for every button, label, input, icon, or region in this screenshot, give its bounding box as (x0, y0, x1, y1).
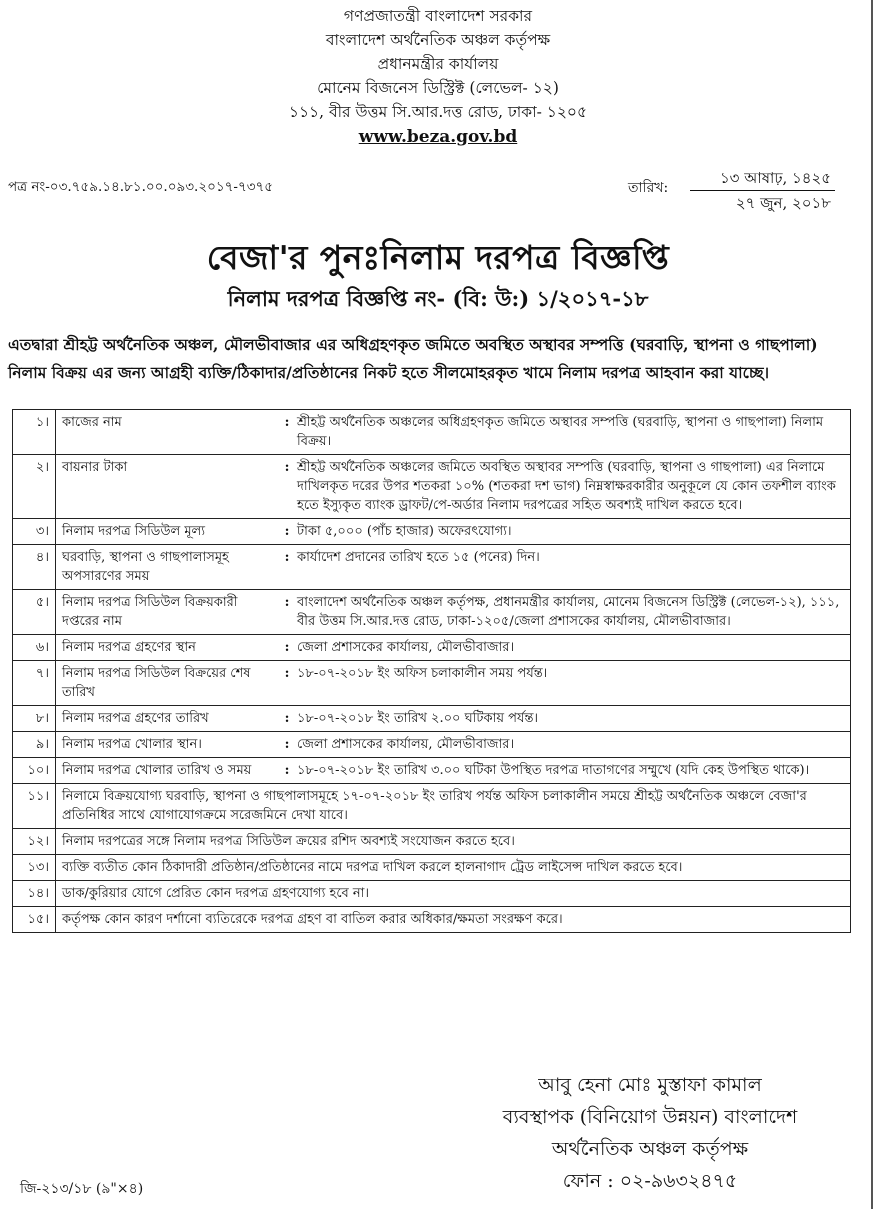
row-label: নিলাম দরপত্র গ্রহণের তারিখ (56, 706, 284, 732)
row-colon: : (283, 519, 291, 545)
table-row (13, 732, 851, 758)
table-row (13, 590, 851, 635)
table-row (13, 455, 851, 519)
note-serial: ১৫। (13, 907, 56, 933)
note-row (13, 881, 851, 907)
table-row (13, 706, 851, 732)
tender-details-table (12, 409, 851, 933)
row-colon: : (283, 732, 291, 758)
row-serial: ৮। (13, 706, 56, 732)
row-value: শ্রীহট্ট অর্থনৈতিক অঞ্চলের অধিগ্রহণকৃত জমিতে অস্থাবর সম্পত্তি (ঘরবাড়ি, স্থাপনা ও গাছপালা) নিলাম বিক্রয়। (291, 410, 851, 455)
row-serial: ১। (13, 410, 56, 455)
row-serial: ৫। (13, 590, 56, 635)
row-serial: ৯। (13, 732, 56, 758)
row-colon: : (283, 706, 291, 732)
row-label: নিলাম দরপত্র গ্রহণের স্থান (56, 635, 284, 661)
table-row (13, 410, 851, 455)
row-colon: : (283, 545, 291, 590)
note-text: কর্তৃপক্ষ কোন কারণ দর্শানো ব্যতিরেকে দরপত্র গ্রহণ বা বাতিল করার অধিকার/ক্ষমতা সংরক্ষণ করে। (56, 907, 851, 933)
table-row (13, 635, 851, 661)
note-serial: ১৩। (13, 855, 56, 881)
header-website-link[interactable]: www.beza.gov.bd (358, 127, 518, 147)
note-row (13, 855, 851, 881)
row-value: টাকা ৫,০০০ (পাঁচ হাজার) অফেরৎযোগ্য। (291, 519, 851, 545)
page-edge-divider (871, 0, 873, 1209)
date-bangla: ১৩ আষাঢ়, ১৪২৫ (690, 166, 835, 191)
note-serial: ১১। (13, 784, 56, 829)
row-colon: : (283, 635, 291, 661)
row-serial: ৩। (13, 519, 56, 545)
header-authority-line: বাংলাদেশ অর্থনৈতিক অঞ্চল কর্তৃপক্ষ (325, 31, 551, 49)
row-label: নিলাম দরপত্র সিডিউল মূল্য (56, 519, 284, 545)
row-colon: : (283, 455, 291, 519)
row-value: কার্যাদেশ প্রদানের তারিখ হতে ১৫ (পনের) দিন। (291, 545, 851, 590)
note-text: নিলামে বিক্রয়যোগ্য ঘরবাড়ি, স্থাপনা ও গাছপালাসমূহে ১৭-০৭-২০১৮ ইং তারিখ পর্যন্ত অফিস চলাকালীন সময়ে শ্রীহট্ট অর্থনৈতিক অঞ্চলে বেজা'র প্রতিনিধির সাথে যোগাযোগক্রমে সরেজমিনে দেখা যাবে। (56, 784, 851, 829)
signature-block (470, 1069, 830, 1197)
row-value: জেলা প্রশাসকের কার্যালয়, মৌলভীবাজার। (291, 732, 851, 758)
row-value: জেলা প্রশাসকের কার্যালয়, মৌলভীবাজার। (291, 635, 851, 661)
row-label: নিলাম দরপত্র খোলার স্থান। (56, 732, 284, 758)
note-row (13, 784, 851, 829)
note-row (13, 907, 851, 933)
table-row (13, 661, 851, 706)
ad-code: জি-২১৩/১৮ (৯"×৪) (20, 1181, 144, 1197)
header-office-line: প্রধানমন্ত্রীর কার্যালয় (377, 55, 499, 73)
table-row (13, 519, 851, 545)
row-value: ১৮-০৭-২০১৮ ইং তারিখ ২.০০ ঘটিকায় পর্যন্ত। (291, 706, 851, 732)
date-block (690, 166, 835, 215)
signatory-name: আবু হেনা মোঃ মুস্তাফা কামাল (538, 1074, 762, 1096)
row-label: নিলাম দরপত্র খোলার তারিখ ও সময় (56, 758, 284, 784)
note-text: ডাক/কুরিয়ার যোগে প্রেরিত কোন দরপত্র গ্রহণযোগ্য হবে না। (56, 881, 851, 907)
note-text: নিলাম দরপত্রের সঙ্গে নিলাম দরপত্র সিডিউল ক্রয়ের রশিদ অবশ্যই সংযোজন করতে হবে। (56, 829, 851, 855)
signatory-designation: ব্যবস্থাপক (বিনিয়োগ উন্নয়ন) বাংলাদেশ (502, 1106, 798, 1128)
header-govt-line: গণপ্রজাতন্ত্রী বাংলাদেশ সরকার (343, 7, 533, 25)
signatory-office: অর্থনৈতিক অঞ্চল কর্তৃপক্ষ (551, 1138, 749, 1160)
row-value: ১৮-০৭-২০১৮ ইং অফিস চলাকালীন সময় পর্যন্ত। (291, 661, 851, 706)
notice-title: বেজা'র পুনঃনিলাম দরপত্র বিজ্ঞপ্তি (206, 238, 670, 277)
header-building-line: মোনেম বিজনেস ডিস্ট্রিক্ট (লেভেল- ১২) (317, 79, 559, 97)
row-value: ১৮-০৭-২০১৮ ইং তারিখ ৩.০০ ঘটিকা উপস্থিত দরপত্র দাতাগণের সম্মুখে (যদি কেহ উপস্থিত থাকে)। (291, 758, 851, 784)
row-serial: ৬। (13, 635, 56, 661)
header-address-line: ১১১, বীর উত্তম সি.আর.দত্ত রোড, ঢাকা- ১২০৫ (288, 103, 588, 121)
row-label: নিলাম দরপত্র সিডিউল বিক্রয়ের শেষ তারিখ (56, 661, 284, 706)
row-serial: ৭। (13, 661, 56, 706)
reference-number: পত্র নং-০৩.৭৫৯.১৪.৮১.০০.০৯৩.২০১৭-৭৩৭৫ (8, 179, 274, 195)
row-label: নিলাম দরপত্র সিডিউল বিক্রয়কারী দপ্তরের নাম (56, 590, 284, 635)
signatory-phone: ফোন : ০২-৯৬৩২৪৭৫ (562, 1170, 738, 1192)
row-label: বায়নার টাকা (56, 455, 284, 519)
date-label: তারিখ: (628, 180, 669, 196)
row-serial: ২। (13, 455, 56, 519)
row-colon: : (283, 410, 291, 455)
row-colon: : (283, 758, 291, 784)
notice-subtitle: নিলাম দরপত্র বিজ্ঞপ্তি নং- (বি: উ:) ১/২০১৭-১৮ (227, 286, 649, 311)
row-serial: ১০। (13, 758, 56, 784)
note-text: ব্যক্তি ব্যতীত কোন ঠিকাদারী প্রতিষ্ঠান/প্রতিষ্ঠানের নামে দরপত্র দাখিল করলে হালনাগাদ ট্রেড লাইসেন্স দাখিল করতে হবে। (56, 855, 851, 881)
row-label: ঘরবাড়ি, স্থাপনা ও গাছপালাসমূহ অপসারণের সময় (56, 545, 284, 590)
row-value: শ্রীহট্ট অর্থনৈতিক অঞ্চলের জমিতে অবস্থিত অস্থাবর সম্পত্তি (ঘরবাড়ি, স্থাপনা ও গাছপালা) এর নিলামে দাখিলকৃত দরের উপর শতকরা ১০% (শতকরা দশ ভাগ) নিম্নস্বাক্ষরকারীর অনুকূলে যে কোন তফশীল ব্যাংক হতে ইস্যুকৃত ব্যাংক ড্রাফট/পে-অর্ডার নিলাম দরপত্রের সহিত অবশ্যই দাখিল করতে হবে। (291, 455, 851, 519)
table-row (13, 758, 851, 784)
row-label: কাজের নাম (56, 410, 284, 455)
note-row (13, 829, 851, 855)
letterhead (0, 4, 876, 150)
date-gregorian: ২৭ জুন, ২০১৮ (735, 194, 831, 212)
row-colon: : (283, 590, 291, 635)
row-value: বাংলাদেশ অর্থনৈতিক অঞ্চল কর্তৃপক্ষ, প্রধানমন্ত্রীর কার্যালয়, মোনেম বিজনেস ডিস্ট্রিক্ট (লেভেল-১২), ১১১, বীর উত্তম সি.আর.দত্ত রোড, ঢাকা-১২০৫/জেলা প্রশাসকের কার্যালয়, মৌলভীবাজার। (291, 590, 851, 635)
table-row (13, 545, 851, 590)
intro-paragraph: এতদ্বারা শ্রীহট্ট অর্থনৈতিক অঞ্চল, মৌলভীবাজার এর অধিগ্রহণকৃত জমিতে অবস্থিত অস্থাবর সম্পত্তি (ঘরবাড়ি, স্থাপনা ও গাছপালা) নিলাম বিক্রয় এর জন্য আগ্রহী ব্যক্তি/ঠিকাদার/প্রতিষ্ঠানের নিকট হতে সীলমোহরকৃত খামে নিলাম দরপত্র আহবান করা যাচ্ছে। (8, 335, 818, 382)
row-serial: ৪। (13, 545, 56, 590)
note-serial: ১৪। (13, 881, 56, 907)
row-colon: : (283, 661, 291, 706)
note-serial: ১২। (13, 829, 56, 855)
